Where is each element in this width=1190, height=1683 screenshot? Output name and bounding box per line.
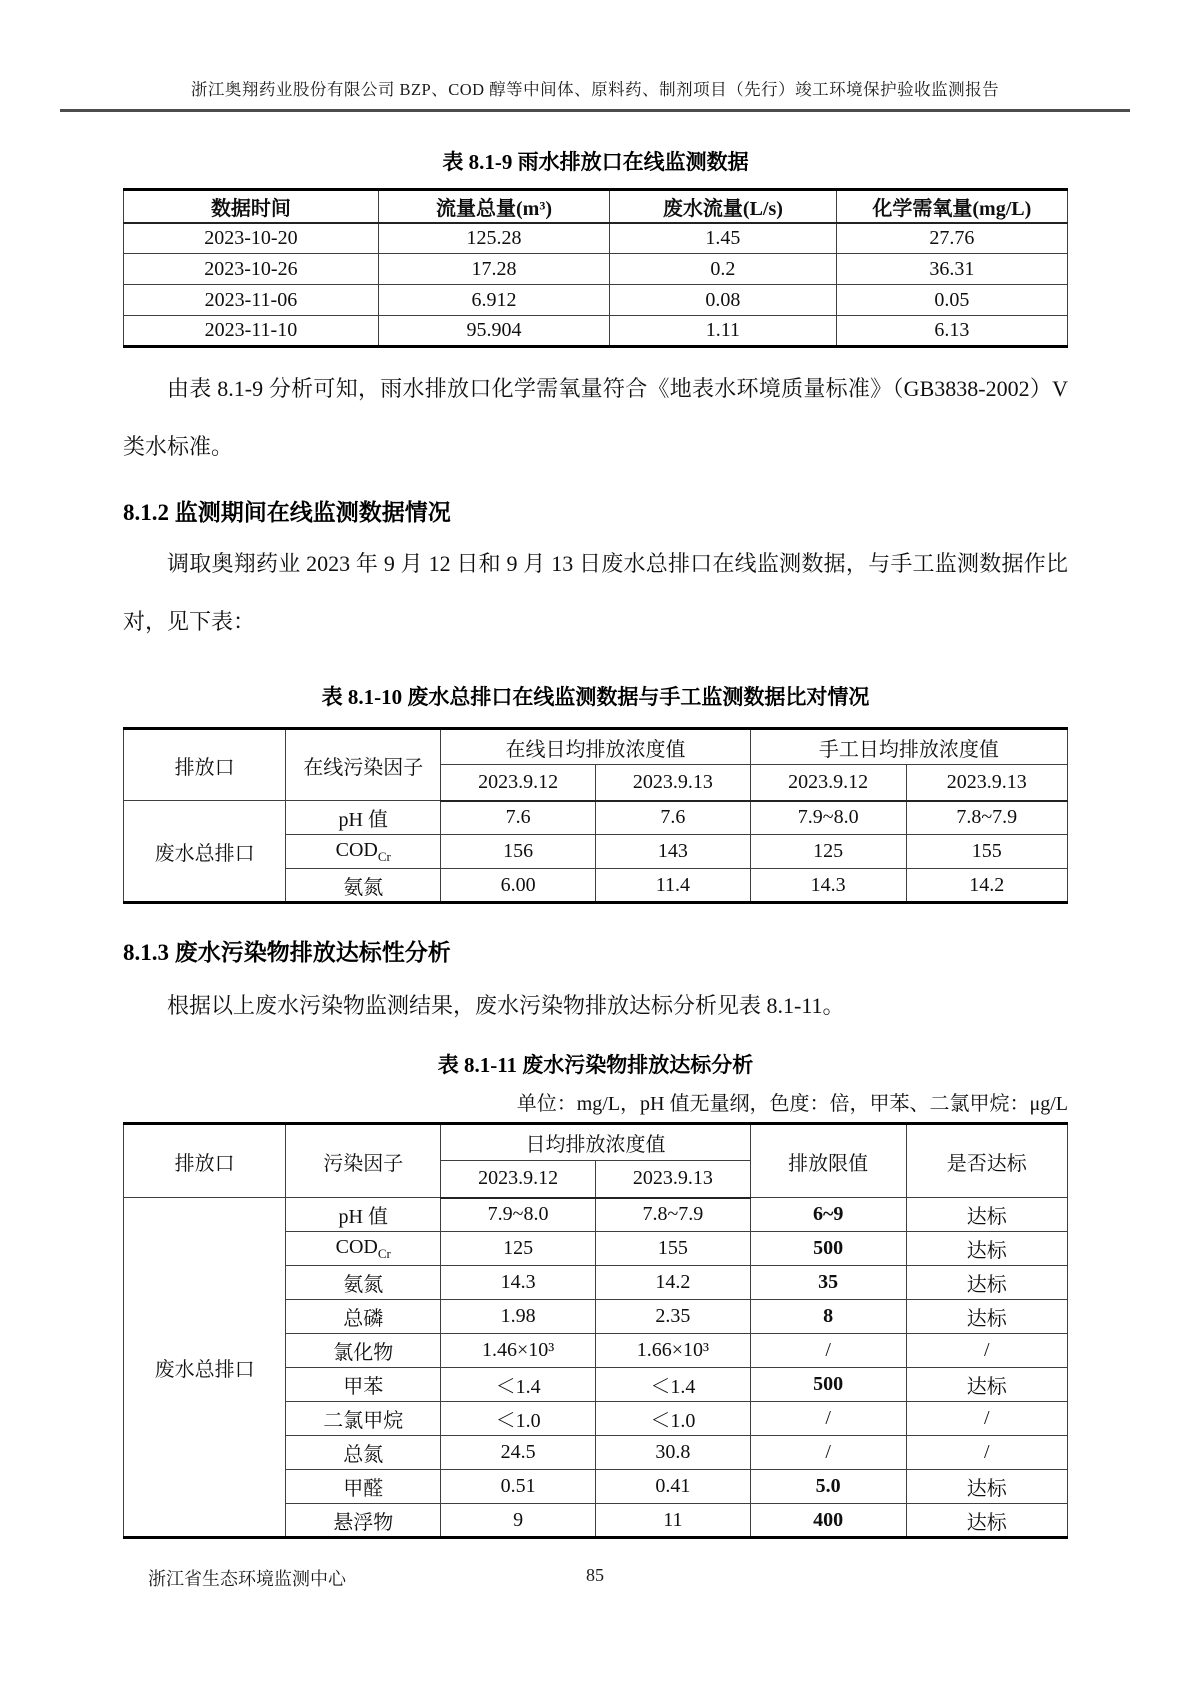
header-cell-daily-group: 日均排放浓度值	[441, 1124, 751, 1161]
cell: 0.51	[441, 1470, 596, 1504]
header-cell: 流量总量(m³)	[378, 190, 609, 223]
cell-pass: 达标	[906, 1368, 1067, 1402]
page-header-text: 浙江奥翔药业股份有限公司 BZP、COD 醇等中间体、原料药、制剂项目（先行）竣工环境保护验收监测报告	[190, 80, 1000, 99]
section-heading-8-1-3: 8.1.3 废水污染物排放达标性分析	[123, 940, 451, 965]
page-content	[123, 146, 1068, 1539]
cell: ＜1.0	[441, 1402, 596, 1436]
table-header-row	[124, 190, 1068, 223]
cell: 7.9~8.0	[750, 801, 906, 835]
cell: 11	[595, 1504, 750, 1538]
page-header	[60, 0, 1130, 112]
table-8-1-9	[123, 188, 1068, 348]
header-cell-outlet: 排放口	[124, 729, 286, 801]
cell-pass: 达标	[906, 1198, 1067, 1232]
cell-limit: 6~9	[750, 1198, 906, 1232]
cell: 7.6	[441, 801, 596, 835]
header-cell: 废水流量(L/s)	[610, 190, 837, 223]
header-cell-pass: 是否达标	[906, 1124, 1067, 1198]
cell: 2023-11-06	[124, 285, 379, 316]
cell: 7.6	[595, 801, 750, 835]
header-cell-date: 2023.9.13	[595, 1161, 750, 1198]
cell-limit: 500	[750, 1232, 906, 1266]
cell: 6.13	[836, 316, 1067, 347]
cell-factor: $COD_{Cr}$	[286, 835, 441, 869]
page-number: 85	[586, 1565, 604, 1585]
cell-limit: 400	[750, 1504, 906, 1538]
table-row	[124, 223, 1068, 254]
header-cell: 化学需氧量(mg/L)	[836, 190, 1067, 223]
cell: 125	[750, 835, 906, 869]
cell: 1.46×10³	[441, 1334, 596, 1368]
cell-factor: 二氯甲烷	[286, 1402, 441, 1436]
cell-limit: 5.0	[750, 1470, 906, 1504]
cell: 7.9~8.0	[441, 1198, 596, 1232]
cell: 1.66×10³	[595, 1334, 750, 1368]
cell: 11.4	[595, 869, 750, 903]
cell: 155	[906, 835, 1067, 869]
cell: 2023-11-10	[124, 316, 379, 347]
header-cell-factor: 污染因子	[286, 1124, 441, 1198]
cell-factor: 氨氮	[286, 1266, 441, 1300]
cell-pass: /	[906, 1334, 1067, 1368]
cell: 125.28	[378, 223, 609, 254]
cell: ＜1.4	[441, 1368, 596, 1402]
cell-pass: 达标	[906, 1232, 1067, 1266]
cell-factor: 总氮	[286, 1436, 441, 1470]
header-cell-date: 2023.9.13	[595, 765, 750, 801]
cell: 14.3	[750, 869, 906, 903]
cell: 1.11	[610, 316, 837, 347]
table-row	[124, 316, 1068, 347]
table-row	[124, 1198, 1068, 1232]
cell: 0.05	[836, 285, 1067, 316]
cell-pass: /	[906, 1436, 1067, 1470]
cell-factor: 氯化物	[286, 1334, 441, 1368]
table-8-1-11	[123, 1122, 1068, 1539]
cell-factor: 甲苯	[286, 1368, 441, 1402]
cell-factor: 悬浮物	[286, 1504, 441, 1538]
cell: 7.8~7.9	[595, 1198, 750, 1232]
table-row	[124, 285, 1068, 316]
cell-limit: /	[750, 1402, 906, 1436]
cell: 2.35	[595, 1300, 750, 1334]
cell-factor: 甲醛	[286, 1470, 441, 1504]
table-8-1-10-title: 表 8.1-10 废水总排口在线监测数据与手工监测数据比对情况	[321, 685, 870, 709]
cell: 156	[441, 835, 596, 869]
cell-pass: 达标	[906, 1470, 1067, 1504]
table-row	[124, 254, 1068, 285]
header-cell-manual-group: 手工日均排放浓度值	[750, 729, 1067, 765]
cell: 0.2	[610, 254, 837, 285]
cell-outlet: 废水总排口	[124, 1198, 286, 1538]
cell: 14.2	[595, 1266, 750, 1300]
cell: 14.2	[906, 869, 1067, 903]
header-cell-online-group: 在线日均排放浓度值	[441, 729, 751, 765]
page-footer	[0, 1565, 1190, 1591]
cell-outlet: 废水总排口	[124, 801, 286, 903]
cell-pass: 达标	[906, 1504, 1067, 1538]
table-8-1-11-title: 表 8.1-11 废水污染物排放达标分析	[437, 1053, 754, 1077]
footer-organization: 浙江省生态环境监测中心	[148, 1569, 346, 1589]
cell: 143	[595, 835, 750, 869]
header-cell-factor: 在线污染因子	[286, 729, 441, 801]
table-header-row	[124, 729, 1068, 765]
cell: 2023-10-20	[124, 223, 379, 254]
cell: 95.904	[378, 316, 609, 347]
table-8-1-9-title: 表 8.1-9 雨水排放口在线监测数据	[442, 150, 749, 174]
cell: 27.76	[836, 223, 1067, 254]
table-row	[124, 801, 1068, 835]
cell-pass: 达标	[906, 1300, 1067, 1334]
cell: 6.912	[378, 285, 609, 316]
cell-pass: /	[906, 1402, 1067, 1436]
cell: 24.5	[441, 1436, 596, 1470]
cell: 36.31	[836, 254, 1067, 285]
cell: 30.8	[595, 1436, 750, 1470]
cell-factor: $COD_{Cr}$	[286, 1232, 441, 1266]
cell: ＜1.4	[595, 1368, 750, 1402]
cell: 1.98	[441, 1300, 596, 1334]
table-8-1-10	[123, 727, 1068, 904]
cell: 6.00	[441, 869, 596, 903]
cell-pass: 达标	[906, 1266, 1067, 1300]
cell-limit: /	[750, 1436, 906, 1470]
paragraph-online-data: 调取奥翔药业 2023 年 9 月 12 日和 9 月 13 日废水总排口在线监测数据，与手工监测数据作比对，见下表：	[123, 551, 1068, 634]
table-header-row	[124, 1124, 1068, 1161]
cell-limit: 35	[750, 1266, 906, 1300]
paragraph-compliance: 根据以上废水污染物监测结果，废水污染物排放达标分析见表 8.1-11。	[167, 993, 845, 1018]
cell: 125	[441, 1232, 596, 1266]
cell: ＜1.0	[595, 1402, 750, 1436]
cell: 0.41	[595, 1470, 750, 1504]
cell-factor: pH 值	[286, 1198, 441, 1232]
cell: 7.8~7.9	[906, 801, 1067, 835]
cell-factor: 氨氮	[286, 869, 441, 903]
cell-limit: /	[750, 1334, 906, 1368]
cell-factor: 总磷	[286, 1300, 441, 1334]
header-cell: 数据时间	[124, 190, 379, 223]
cell: 14.3	[441, 1266, 596, 1300]
header-cell-date: 2023.9.12	[441, 765, 596, 801]
units-note: 单位：mg/L，pH 值无量纲，色度：倍，甲苯、二氯甲烷：μg/L	[516, 1093, 1068, 1115]
header-cell-date: 2023.9.12	[750, 765, 906, 801]
cell: 0.08	[610, 285, 837, 316]
cell: 9	[441, 1504, 596, 1538]
cell: 2023-10-26	[124, 254, 379, 285]
paragraph-analysis-rainwater: 由表 8.1-9 分析可知，雨水排放口化学需氧量符合《地表水环境质量标准》（GB3838-2002）V 类水标准。	[123, 376, 1068, 459]
header-cell-limit: 排放限值	[750, 1124, 906, 1198]
cell-factor: pH 值	[286, 801, 441, 835]
cell-limit: 8	[750, 1300, 906, 1334]
cell: 1.45	[610, 223, 837, 254]
header-cell-outlet: 排放口	[124, 1124, 286, 1198]
section-heading-8-1-2: 8.1.2 监测期间在线监测数据情况	[123, 500, 451, 525]
header-cell-date: 2023.9.13	[906, 765, 1067, 801]
header-cell-date: 2023.9.12	[441, 1161, 596, 1198]
cell-limit: 500	[750, 1368, 906, 1402]
cell: 155	[595, 1232, 750, 1266]
cell: 17.28	[378, 254, 609, 285]
